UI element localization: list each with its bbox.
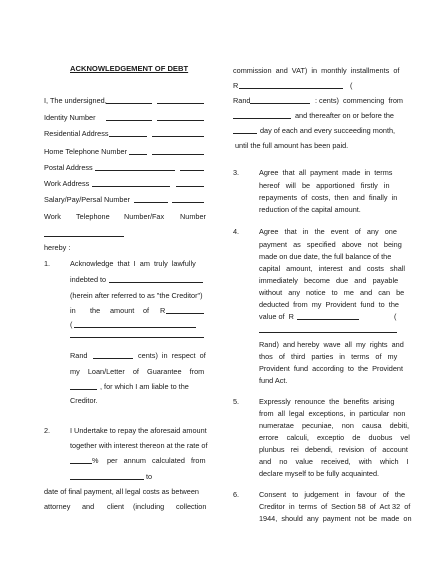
home-tel-blank-1[interactable] — [129, 154, 147, 155]
item-2-line-2: together with interest thereon at the rate of — [70, 441, 208, 450]
item-2-including: (including — [133, 502, 165, 511]
item-6-number: 6. — [233, 490, 240, 499]
item-1-r: R — [160, 306, 166, 315]
installment-amount-blank[interactable] — [239, 88, 343, 89]
item-4-line-8: value of R — [259, 312, 294, 321]
right-day-of-each: day of each and every succeeding month, — [260, 126, 396, 135]
salary-blank-1[interactable] — [134, 202, 168, 203]
creditor-name-blank[interactable] — [109, 282, 203, 283]
item-2-line-3: per annum calculated from — [107, 456, 206, 465]
postal-blank-1[interactable] — [95, 170, 175, 171]
salary-blank-2[interactable] — [172, 202, 204, 203]
work-label: Work — [44, 212, 61, 221]
item-5-line-5: plunbus rei debendi, revision of account — [259, 445, 408, 454]
item-5-number: 5. — [233, 397, 240, 406]
identity-blank-1[interactable] — [106, 120, 152, 121]
item-1-line-8: , for which I am liable to the — [100, 382, 189, 391]
commencing-date-blank[interactable] — [233, 118, 291, 119]
item-3-line-4: reduction of the capital amount. — [259, 205, 361, 214]
postal-blank-2[interactable] — [180, 170, 204, 171]
item-2-to: to — [146, 472, 153, 481]
item-1-in: in — [70, 306, 76, 315]
item-1-line-7: my Loan/Letter of Guarantee from — [70, 367, 205, 376]
provident-words-blank[interactable] — [259, 332, 397, 333]
item-4-line-10: Rand) and hereby wave all my rights and — [259, 340, 404, 349]
item-1-line-2: indebted to — [70, 275, 107, 284]
item-4-number: 4. — [233, 227, 240, 236]
hereby-label: hereby : — [44, 243, 71, 252]
right-paren: ( — [350, 81, 353, 90]
work-address-blank-1[interactable] — [92, 186, 170, 187]
interest-rate-blank[interactable] — [70, 463, 92, 464]
item-5-line-2: from all legal exceptions, in particular non — [259, 409, 406, 418]
item-2-percent: % — [92, 456, 99, 465]
item-5-line-4: errore calculi, exceptio de duobus vel — [259, 433, 410, 442]
right-thereafter: and thereafter on or before the — [295, 111, 394, 120]
item-4-line-2: payment as specified above not being — [259, 240, 402, 249]
telephone-label: Telephone — [76, 212, 110, 221]
item-1-of: of — [143, 306, 150, 315]
item-4-paren: ( — [394, 312, 397, 321]
work-telephone-blank[interactable] — [44, 236, 124, 237]
item-4-line-11: thos of third parties in terms of my — [259, 352, 398, 361]
document-title: ACKNOWLEDGEMENT OF DEBT — [70, 64, 189, 73]
amount-words-blank-2[interactable] — [70, 337, 204, 338]
item-1-cents: cents) in respect of — [138, 351, 206, 360]
undersigned-blank-1[interactable] — [106, 103, 152, 104]
installment-words-blank[interactable] — [250, 103, 310, 104]
right-rand-label: Rand — [233, 96, 251, 105]
right-r-label: R — [233, 81, 239, 90]
residential-blank-1[interactable] — [109, 136, 147, 137]
number-fax-label: Number/Fax — [124, 212, 165, 221]
item-1-line-9: Creditor. — [70, 396, 98, 405]
item-4-line-12: Provident fund according to the Provident — [259, 364, 403, 373]
undersigned-blank-2[interactable] — [157, 103, 204, 104]
identity-number-label: Identity Number — [44, 113, 96, 122]
provident-value-blank[interactable] — [297, 319, 359, 320]
item-1-rand: Rand — [70, 351, 88, 360]
item-1-line-3: (herein after referred to as "the Creditor") — [70, 291, 203, 300]
item-1-number: 1. — [44, 259, 51, 268]
item-2-and: and — [82, 502, 95, 511]
item-2-attorney: attorney — [44, 502, 71, 511]
item-4-line-7: deducted from my Provident fund to the — [259, 300, 399, 309]
right-line-1: commission and VAT) in monthly installments of — [233, 66, 400, 75]
right-until-paid: until the full amount has been paid. — [235, 141, 349, 150]
item-2-number: 2. — [44, 426, 51, 435]
item-4-line-3: made on due date, the full balance of the — [259, 252, 392, 261]
item-2-line-5: date of final payment, all legal costs as between — [44, 487, 199, 496]
home-telephone-label: Home Telephone Number — [44, 147, 128, 156]
postal-address-label: Postal Address — [44, 163, 93, 172]
item-2-client: client — [107, 502, 125, 511]
item-3-line-2: hereof will be apportioned firstly in — [259, 181, 390, 190]
right-cents-commencing: : cents) commencing from — [315, 96, 403, 105]
item-4-line-5: immediately become due and payable — [259, 276, 399, 285]
item-3-number: 3. — [233, 168, 240, 177]
undersigned-label: I, The undersigned, — [44, 96, 107, 105]
item-6-line-3: 1944, should any payment not be made on — [259, 514, 412, 523]
item-1-line-1: Acknowledge that I am truly lawfully — [70, 259, 196, 268]
number-label: Number — [180, 212, 206, 221]
day-of-month-blank[interactable] — [233, 133, 257, 134]
item-5-line-3: numeratae pecuniae, non causa debiti, — [259, 421, 410, 430]
item-2-collection: collection — [176, 502, 207, 511]
work-address-blank-2[interactable] — [176, 186, 204, 187]
item-4-line-13: fund Act. — [259, 376, 288, 385]
identity-blank-2[interactable] — [157, 120, 204, 121]
item-5-line-7: declare myself to be fully acquainted. — [259, 469, 380, 478]
item-3-line-3: repayments of costs, then and finally in — [259, 193, 398, 202]
from-date-blank[interactable] — [70, 479, 144, 480]
item-2-line-1: I Undertake to repay the aforesaid amount — [70, 426, 207, 435]
cents-blank[interactable] — [93, 358, 133, 359]
work-address-label: Work Address — [44, 179, 90, 188]
item-6-line-2: Creditor in terms of Section 58 of Act 32 of — [259, 502, 411, 511]
amount-blank[interactable] — [166, 313, 204, 314]
item-5-line-6: and no value received, with which I — [259, 457, 409, 466]
guarantee-from-blank[interactable] — [70, 389, 97, 390]
residential-address-label: Residential Address — [44, 129, 109, 138]
item-5-line-1: Expressly renounce the benefits arising — [259, 397, 395, 406]
home-tel-blank-2[interactable] — [152, 154, 204, 155]
item-4-line-6: without any notice to me and can be — [259, 288, 405, 297]
item-1-paren: ( — [70, 320, 73, 329]
item-3-line-1: Agree that all payment made in terms — [259, 168, 393, 177]
item-1-the: the — [90, 306, 101, 315]
item-1-amount: amount — [110, 306, 135, 315]
salary-number-label: Salary/Pay/Persal Number — [44, 195, 130, 204]
amount-words-blank[interactable] — [74, 327, 196, 328]
item-4-line-4: capital amount, interest and costs shall — [259, 264, 406, 273]
residential-blank-2[interactable] — [152, 136, 204, 137]
item-4-line-1: Agree that in the event of any one — [259, 227, 397, 236]
item-6-line-1: Consent to judgement in favour of the — [259, 490, 406, 499]
